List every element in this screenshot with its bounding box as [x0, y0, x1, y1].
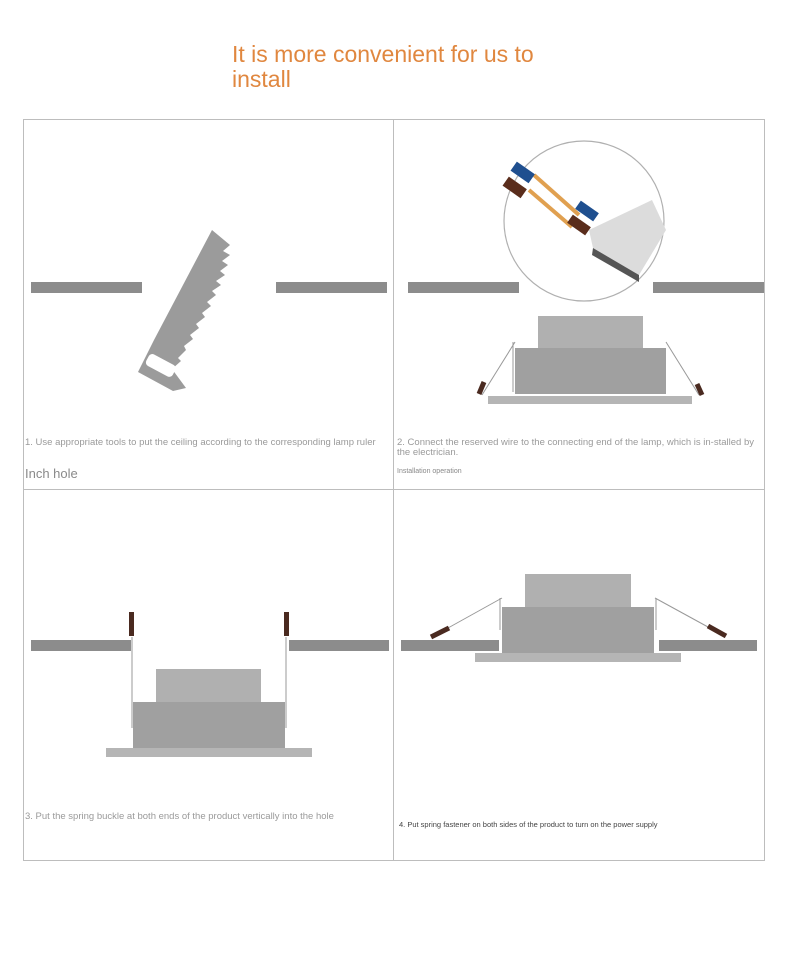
installation-steps-grid [23, 119, 765, 861]
ceiling-right [276, 282, 387, 293]
lamp-trim [488, 396, 692, 404]
lamp-top [156, 669, 261, 702]
saw-icon [138, 230, 230, 391]
step-4-caption: 4. Put spring fastener on both sides of the product to turn on the power supply [399, 820, 658, 829]
ceiling-left [408, 282, 519, 293]
page-title: It is more convenient for us to install [232, 41, 534, 92]
ceiling-right [289, 640, 389, 651]
ceiling-right [653, 282, 764, 293]
step-3-panel [24, 490, 394, 860]
step-4-panel [394, 490, 764, 860]
lamp-trim [106, 748, 312, 757]
ceiling-right [659, 640, 757, 651]
lamp-body [502, 607, 654, 654]
step-1-panel [24, 120, 394, 490]
lamp-body [133, 702, 285, 749]
step-2-illustration [394, 120, 764, 490]
step-2-caption: 2. Connect the reserved wire to the connecting end of the lamp, which is in-stalled by the electrician. [397, 437, 754, 458]
ceiling-left [401, 640, 499, 651]
step-4-illustration [394, 490, 764, 860]
ceiling-left [31, 640, 131, 651]
step-1-illustration [24, 120, 394, 490]
lamp-trim [475, 653, 681, 662]
step-3-illustration [24, 490, 394, 860]
lamp-top [538, 316, 643, 350]
step-2-subtitle: Installation operation [397, 468, 462, 475]
lamp-top [525, 574, 631, 607]
ceiling-left [31, 282, 142, 293]
lamp-body [515, 348, 666, 394]
step-1-caption: 1. Use appropriate tools to put the ceiling according to the corresponding lamp ruler [25, 437, 376, 448]
step-1-subtitle: Inch hole [25, 466, 78, 481]
step-3-caption: 3. Put the spring buckle at both ends of the product vertically into the hole [25, 811, 334, 822]
step-2-panel [394, 120, 764, 490]
